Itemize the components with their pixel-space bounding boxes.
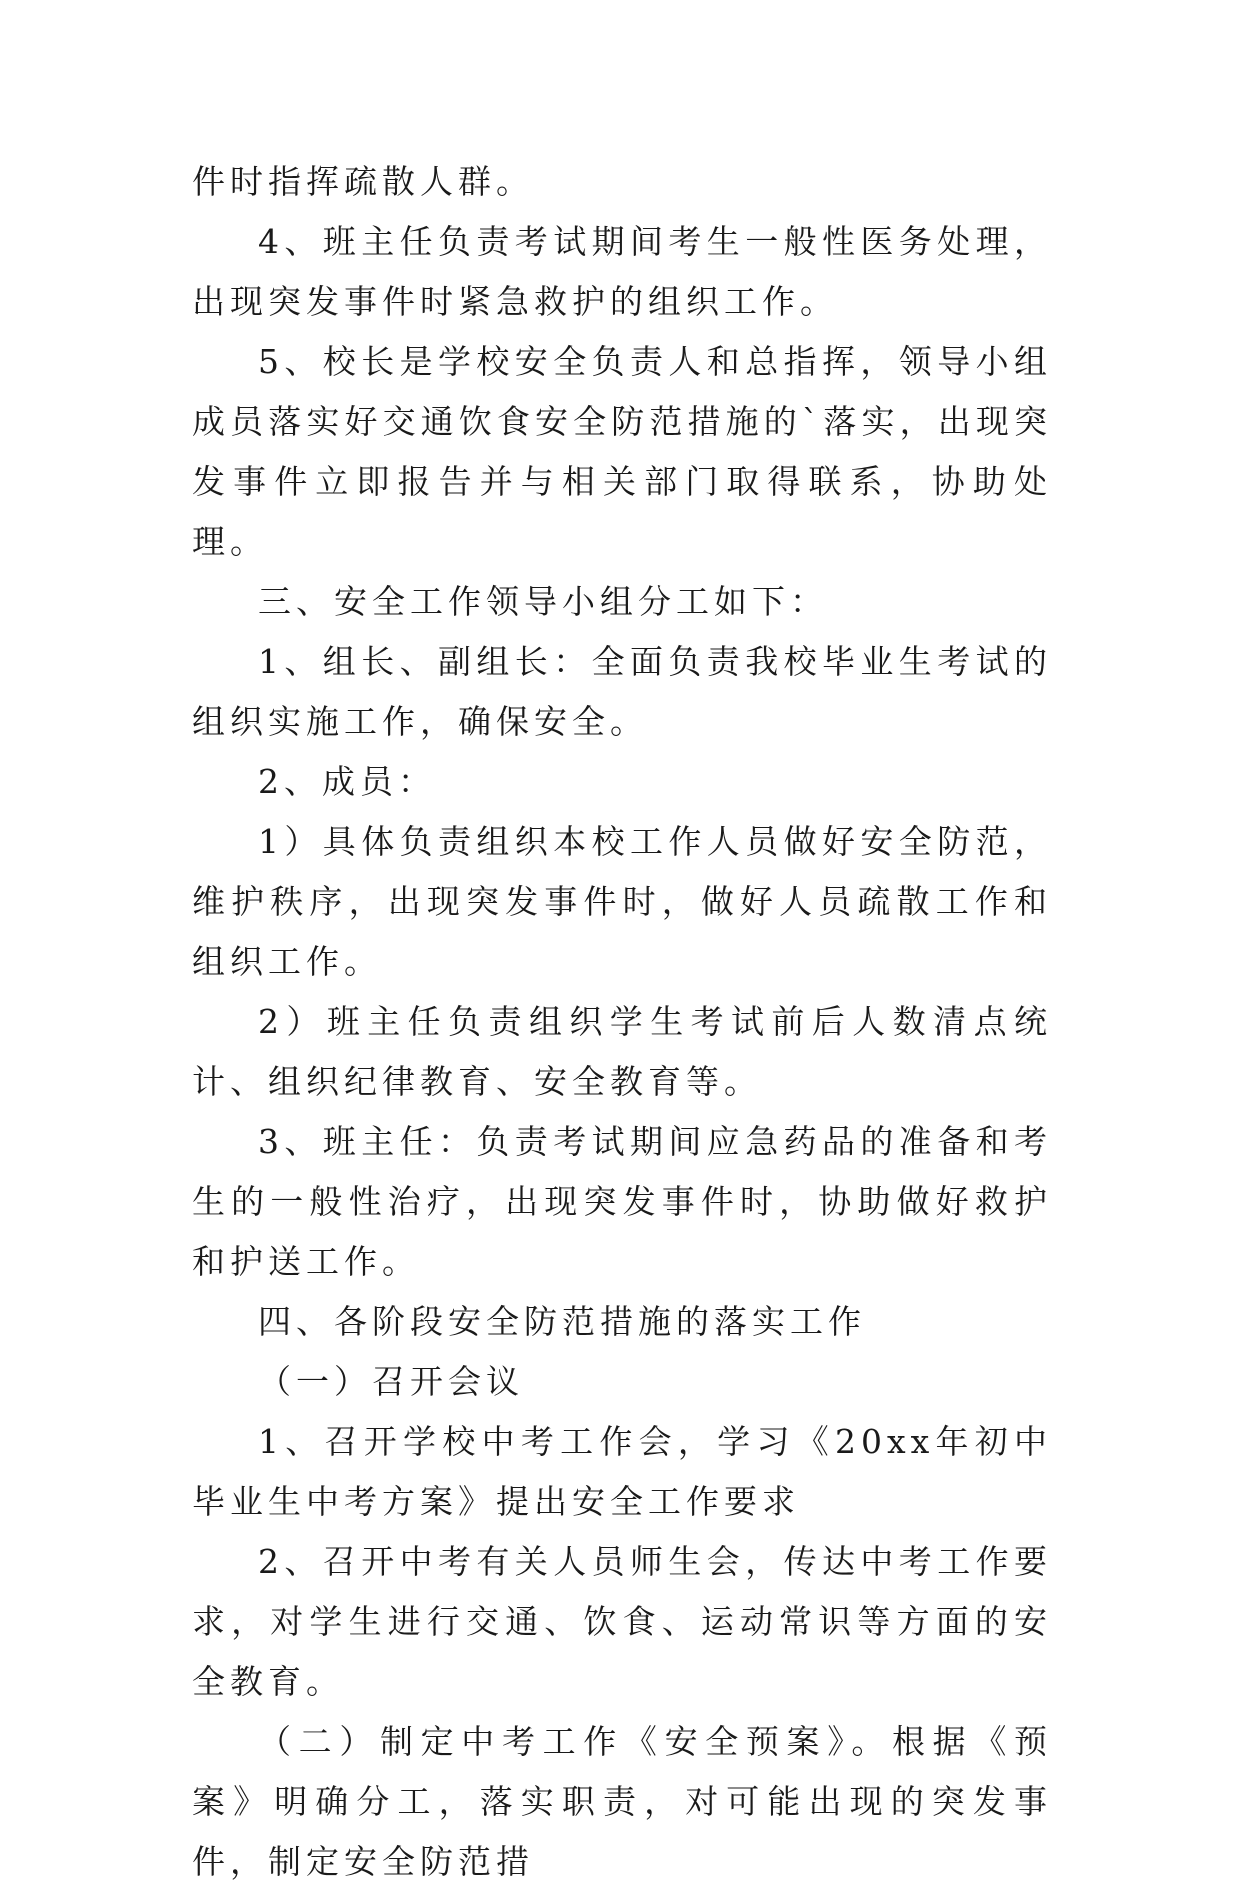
subsection-heading-2: （二）制定中考工作《安全预案》。根据《预案》明确分工，落实职责，对可能出现的突发事件，制定安全防范措 bbox=[192, 1722, 1052, 1881]
paragraph-meeting-1: 1、召开学校中考工作会，学习《20xx年初中毕业生中考方案》提出安全工作要求 bbox=[192, 1422, 1052, 1521]
paragraph-member-duty-2: 2）班主任负责组织学生考试前后人数清点统计、组织纪律教育、安全教育等。 bbox=[192, 1002, 1052, 1101]
paragraph-continuation: 件时指挥疏散人群。 bbox=[192, 162, 534, 201]
paragraph-members: 2、成员： bbox=[258, 762, 436, 801]
paragraph-meeting-2: 2、召开中考有关人员师生会，传达中考工作要求，对学生进行交通、饮食、运动常识等方面的安全教育。 bbox=[192, 1542, 1052, 1701]
subsection-heading-1: （一）召开会议 bbox=[258, 1362, 524, 1401]
paragraph-member-duty-1: 1）具体负责组织本校工作人员做好安全防范，维护秩序，出现突发事件时，做好人员疏散工作和组织工作。 bbox=[192, 822, 1052, 981]
paragraph-head-teacher: 3、班主任：负责考试期间应急药品的准备和考生的一般性治疗，出现突发事件时，协助做好救护和护送工作。 bbox=[192, 1122, 1052, 1281]
paragraph-item-4: 4、班主任负责考试期间考生一般性医务处理，出现突发事件时紧急救护的组织工作。 bbox=[192, 222, 1052, 321]
section-heading-4: 四、各阶段安全防范措施的落实工作 bbox=[258, 1302, 866, 1341]
paragraph-leader-duties: 1、组长、副组长：全面负责我校毕业生考试的组织实施工作，确保安全。 bbox=[192, 642, 1052, 741]
document-body bbox=[192, 152, 1052, 1892]
paragraph-item-5: 5、校长是学校安全负责人和总指挥，领导小组成员落实好交通饮食安全防范措施的`落实，出现突发事件立即报告并与相关部门取得联系，协助处理。 bbox=[192, 342, 1052, 561]
section-heading-3: 三、安全工作领导小组分工如下： bbox=[258, 582, 828, 621]
